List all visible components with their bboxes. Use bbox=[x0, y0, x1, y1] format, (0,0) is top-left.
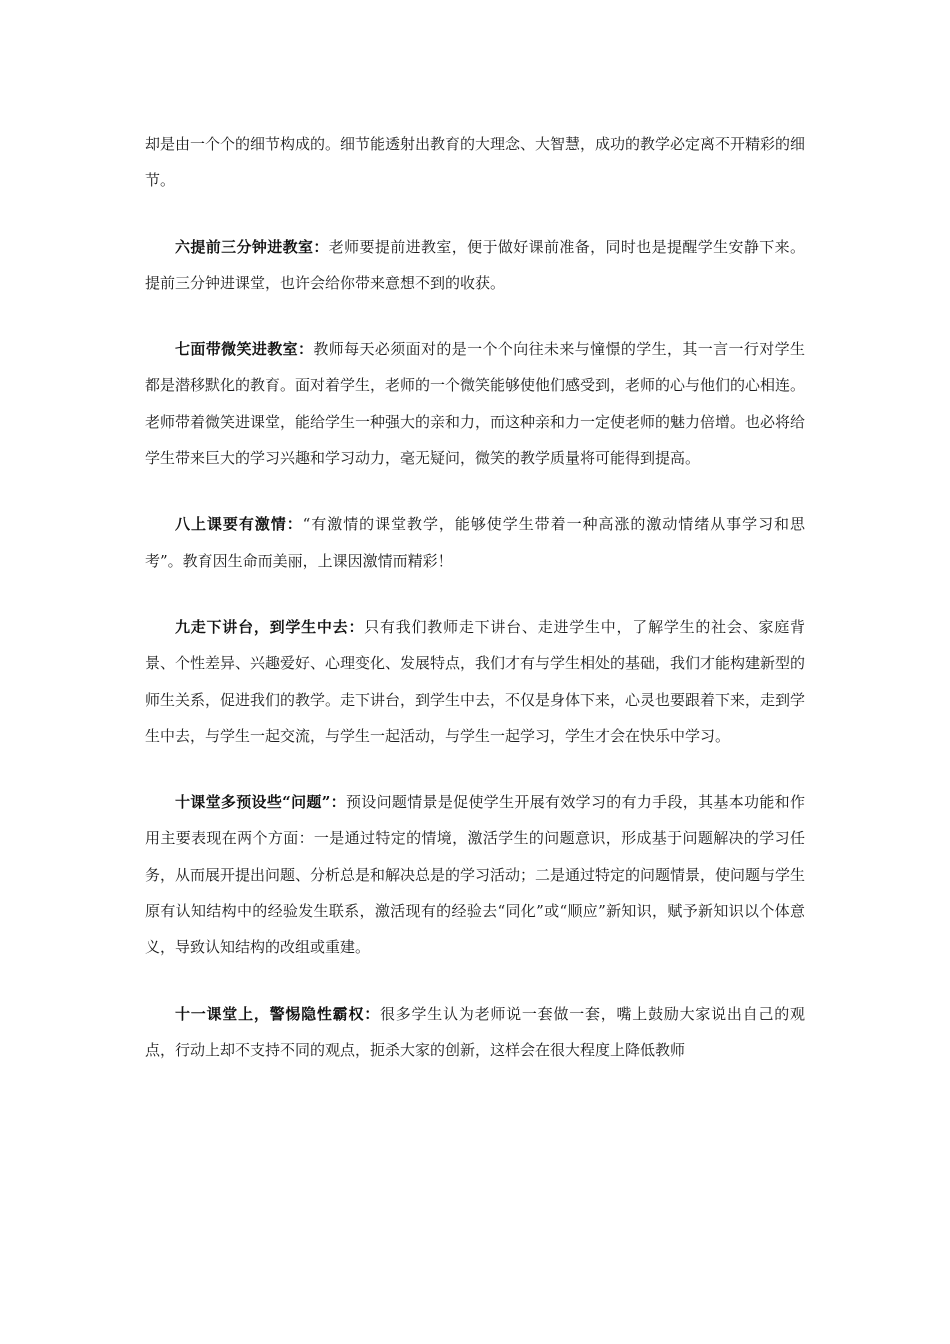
paragraph-heading: 八上课要有激情： bbox=[175, 515, 303, 534]
paragraph-body: 老师要提前进教室，便于做好课前准备，同时也是提醒学生安静下来。提前三分钟进课堂，也许会给你带来意想不到的收获。 bbox=[145, 237, 805, 292]
paragraph-body: 教师每天必须面对的是一个个向往未来与憧憬的学生，其一言一行对学生都是潜移默化的教育。面对着学生，老师的一个微笑能够使他们感受到，老师的心与他们的心相连。老师带着微笑进课堂，能给学生一种强大的亲和力，而这种亲和力一定使老师的魅力倍增。也必将给学生带来巨大的学习兴趣和学习动力，毫无疑问，微笑的教学质量将可能得到提高。 bbox=[145, 340, 806, 468]
paragraph-heading: 七面带微笑进教室： bbox=[175, 340, 314, 359]
paragraph-item-11 bbox=[145, 996, 805, 1069]
paragraph-body: 只有我们教师走下讲台、走进学生中，了解学生的社会、家庭背景、个性差异、兴趣爱好、心理变化、发展特点，我们才有与学生相处的基础，我们才能构建新型的师生关系，促进我们的教学。走下讲台，到学生中去，不仅是身体下来，心灵也要跟着下来，走到学生中去，与学生一起交流，与学生一起活动，与学生一起学习，学生才会在快乐中学习。 bbox=[145, 617, 806, 745]
paragraph-heading: 九走下讲台，到学生中去： bbox=[175, 617, 365, 636]
paragraph-heading: 六提前三分钟进教室： bbox=[175, 237, 329, 256]
paragraph-body: 预设问题情景是促使学生开展有效学习的有力手段，其基本功能和作用主要表现在两个方面：一是通过特定的情境，激活学生的问题意识，形成基于问题解决的学习任务，从而展开提出问题、分析总是和解决总是的学习活动；二是通过特定的问题情景，使问题与学生原有认知结构中的经验发生联系，激活现有的经验去“同化”或“顺应”新知识，赋予新知识以个体意义，导致认知结构的改组或重建。 bbox=[145, 793, 806, 957]
paragraph-item-7 bbox=[145, 331, 805, 476]
paragraph-item-9 bbox=[145, 609, 805, 754]
paragraph-continuation bbox=[145, 126, 805, 199]
paragraph-heading: 十课堂多预设些“问题”： bbox=[175, 793, 346, 812]
paragraph-item-10 bbox=[145, 784, 805, 965]
paragraph-body: 很多学生认为老师说一套做一套，嘴上鼓励大家说出自己的观点，行动上却不支持不同的观点，扼杀大家的创新，这样会在很大程度上降低教师 bbox=[145, 1004, 805, 1059]
paragraph-item-6 bbox=[145, 229, 805, 302]
paragraph-item-8 bbox=[145, 506, 805, 579]
paragraph-heading: 十一课堂上，警惕隐性霸权： bbox=[175, 1004, 380, 1023]
document-body bbox=[145, 126, 805, 1068]
paragraph-body: “有激情的课堂教学，能够使学生带着一种高涨的激动情绪从事学习和思考”。教育因生命而美丽，上课因激情而精彩！ bbox=[145, 515, 805, 570]
paragraph-body: 却是由一个个的细节构成的。细节能透射出教育的大理念、大智慧，成功的教学必定离不开精彩的细节。 bbox=[145, 135, 806, 190]
